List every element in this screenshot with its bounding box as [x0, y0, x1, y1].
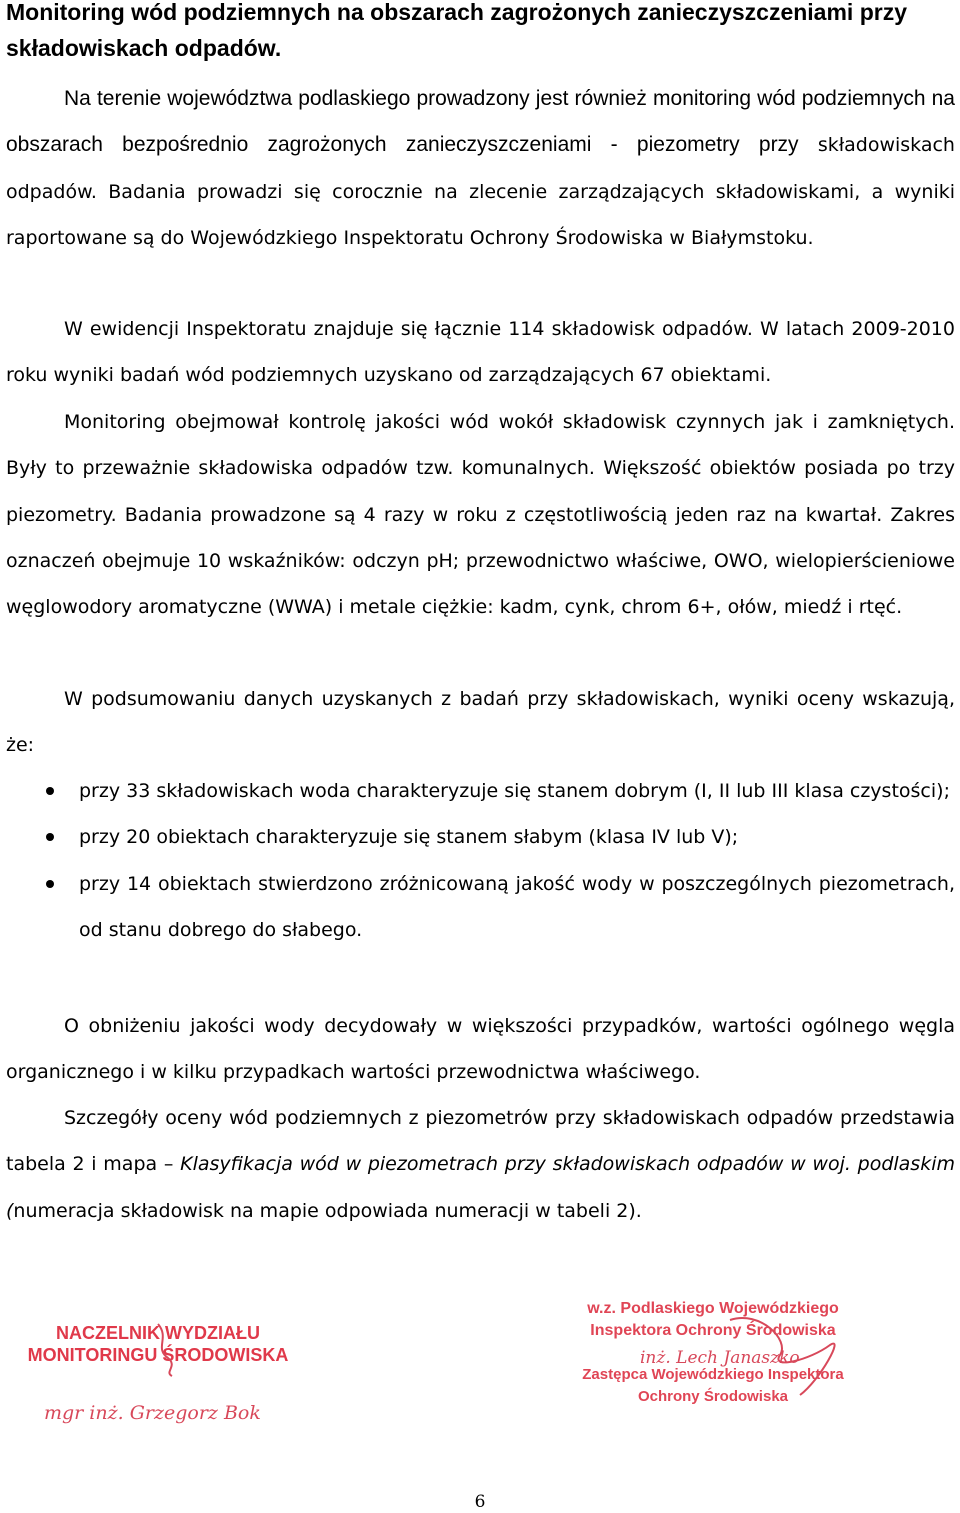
map-reference-end: numeracja składowisk na mapie odpowiada numeracji w tabeli 2).: [13, 1199, 642, 1222]
paragraph-intro-rest: składowiskach odpadów. Badania prowadzi się corocznie na zlecenie zarządzających składowiskami, a wyniki raportowane są do Wojewódzkiego Inspektoratu Ochrony Środowiska w Białymstoku.: [6, 134, 955, 249]
section-heading: Monitoring wód podziemnych na obszarach zagrożonych zanieczyszczeniami przy składowiskach odpadów.: [6, 0, 907, 61]
bullet-icon: [46, 833, 54, 841]
left-stamp-line: NACZELNIK WYDZIAŁU: [56, 1323, 260, 1343]
list-item: [6, 861, 955, 954]
results-list: [6, 768, 955, 953]
map-title: Klasyfikacja wód w piezometrach przy składowiskach odpadów w woj. podlaskim (: [6, 1153, 955, 1222]
list-item-text: przy 20 obiektach charakteryzuje się stanem słabym (klasa IV lub V);: [79, 826, 739, 849]
right-stamp-line: Zastępca Wojewódzkiego Inspektora: [582, 1366, 844, 1383]
paragraph-quality-factors: O obniżeniu jakości wody decydowały w większości przypadków, wartości ogólnego węgla organicznego i w kilku przypadkach wartości przewodnictwa właściwego.: [6, 1015, 955, 1084]
right-signature: inż. Lech Janaszko: [640, 1348, 800, 1368]
right-stamp-line: w.z. Podlaskiego Wojewódzkiego: [587, 1300, 839, 1317]
left-signature-scribble-icon: [150, 1318, 190, 1378]
list-item: [6, 768, 955, 814]
paragraph-summary-intro: W podsumowaniu danych uzyskanych z badań przy składowiskach, wyniki oceny wskazują, że:: [6, 688, 955, 757]
bullet-icon: [46, 787, 54, 795]
paragraph-intro-start: Na terenie województwa podlaskiego prowadzony jest również monitoring wód podziemnych na obszarach bezpośrednio zagrożonych zanieczyszczeniami - piezometry przy: [6, 87, 955, 157]
page-number: 6: [474, 1492, 486, 1512]
right-signature-scribble-icon: [720, 1300, 870, 1410]
map-reference-start: Szczegóły oceny wód podziemnych z piezometrów przy składowiskach odpadów przedstawia tabela 2 i mapa –: [6, 1107, 955, 1176]
left-signature: mgr inż. Grzegorz Bok: [44, 1402, 261, 1424]
list-item: [6, 814, 955, 860]
list-item-text: przy 14 obiektach stwierdzono zróżnicowaną jakość wody w poszczególnych piezometrach, od stanu dobrego do słabego.: [79, 872, 955, 941]
bullet-icon: [46, 880, 54, 888]
paragraph-map-reference: [6, 1095, 955, 1234]
right-stamp-line: Ochrony Środowiska: [637, 1388, 789, 1405]
left-stamp-line: MONITORINGU ŚRODOWISKA: [27, 1345, 289, 1365]
paragraph-monitoring-scope: Monitoring obejmował kontrolę jakości wód wokół składowisk czynnych jak i zamkniętych. Były to przeważnie składowiska odpadów tzw. komunalnych. Większość obiektów posiada po trzy piezometry. Badania prowadzone są 4 razy w roku z częstotliwością jeden raz na kwartał. Zakres oznaczeń obejmuje 10 wskaźników: odczyn pH; przewodnictwo właściwe, OWO, wielopierścieniowe węglowodory aromatyczne (WWA) i metale ciężkie: kadm, cynk, chrom 6+, ołów, miedź i rtęć.: [6, 411, 955, 619]
paragraph-intro: [6, 76, 955, 261]
paragraph-landfill-count: W ewidencji Inspektoratu znajduje się łącznie 114 składowisk odpadów. W latach 2009-2010 roku wyniki badań wód podziemnych uzyskano od zarządzających 67 obiektami.: [6, 318, 955, 387]
right-stamp-line: Inspektora Ochrony Środowiska: [590, 1322, 836, 1339]
list-item-text: przy 33 składowiskach woda charakteryzuje się stanem dobrym (I, II lub III klasa czystości);: [79, 780, 950, 802]
